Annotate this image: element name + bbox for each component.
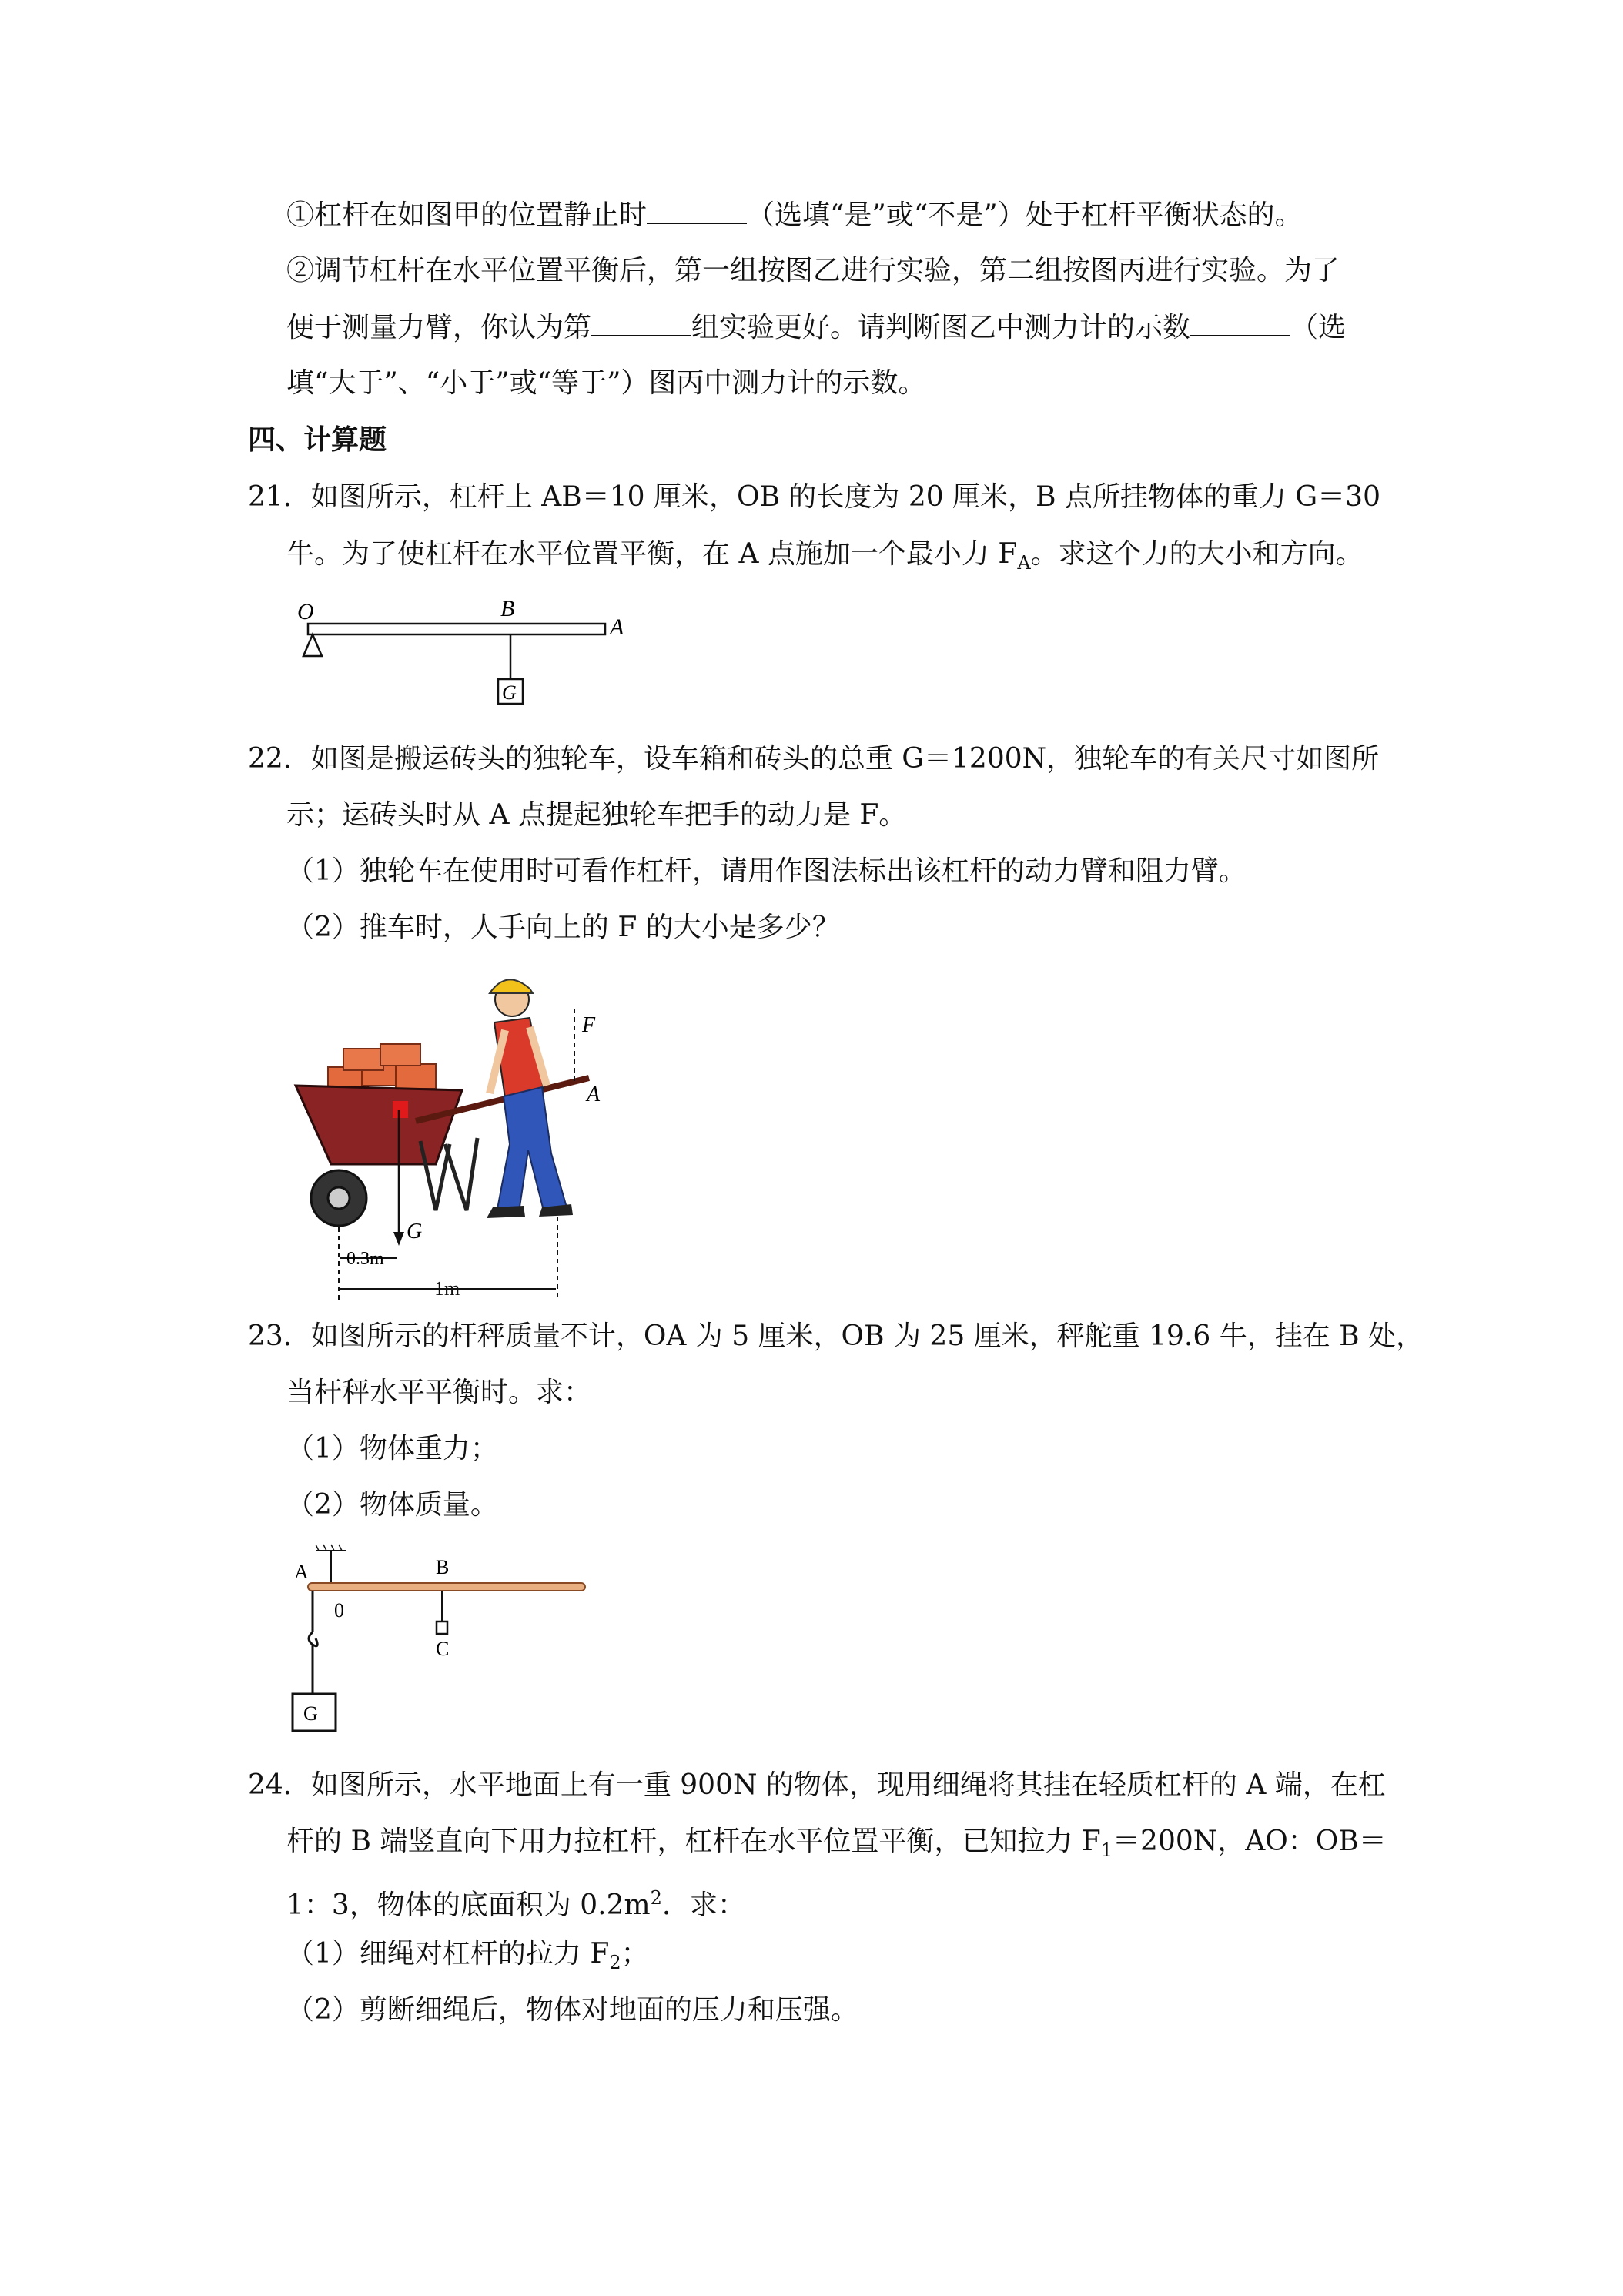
answer-blank[interactable] — [1190, 309, 1290, 336]
q24-line1: 24．如图所示，水平地面上有一重 900N 的物体，现用细绳将其挂在轻质杠杆的 A 端，在杠 — [248, 1769, 1386, 1801]
label-f: F — [582, 1013, 596, 1037]
label-o: O — [297, 599, 314, 624]
q24-line3: 1：3，物体的底面积为 $0.2m^2$．求： — [286, 1887, 745, 1921]
hook — [309, 1632, 317, 1646]
q24-sub1: （1）细绳对杠杆的拉力 $F_2$； — [286, 1938, 649, 1974]
section-heading: 四、计算题 — [248, 424, 387, 456]
dim-label-0-3m: 0.3m — [346, 1249, 384, 1269]
label-g: G — [303, 1702, 318, 1725]
q22-line1: 22．如图是搬运砖头的独轮车，设车箱和砖头的总重 G＝1200N，独轮车的有关尺寸如图所 — [248, 743, 1380, 775]
label-b: B — [500, 596, 515, 621]
wheel-hub — [328, 1187, 350, 1209]
answer-blank[interactable] — [591, 309, 691, 336]
q20-part2-line3: 填“大于”、“小于”或“等于”）图丙中测力计的示数。 — [286, 367, 926, 399]
q23-sub1: （1）物体重力； — [286, 1433, 498, 1464]
question-number: 22． — [248, 743, 311, 775]
label-g: G — [407, 1220, 423, 1243]
q23-line2: 当杆秤水平平衡时。求： — [286, 1377, 592, 1408]
q22-sub2: （2）推车时，人手向上的 F 的大小是多少？ — [286, 912, 840, 943]
hard-hat — [490, 979, 533, 993]
q23-line1: 23．如图所示的杆秤质量不计，OA 为 5 厘米，OB 为 25 厘米，秤舵重 19.6 牛，挂在 B 处， — [248, 1320, 1424, 1352]
steelyard-beam — [308, 1583, 585, 1591]
q20-part1: ①杠杆在如图甲的位置静止时 （选填“是”或“不是”）处于杠杆平衡状态的。 — [286, 196, 1303, 234]
counterweight — [437, 1622, 447, 1634]
q22-sub1: （1）独轮车在使用时可看作杠杆，请用作图法标出该杠杆的动力臂和阻力臂。 — [286, 855, 1247, 887]
label-c: C — [436, 1638, 450, 1660]
brick — [396, 1064, 436, 1089]
q21-line2: 牛。为了使杠杆在水平位置平衡，在 A 点施加一个最小力 $F_A$。求这个力的大小和方向。 — [286, 538, 1364, 574]
question-number: 21． — [248, 481, 311, 513]
q24-sub2: （2）剪断细绳后，物体对地面的压力和压强。 — [286, 1994, 858, 2026]
brick — [380, 1044, 420, 1066]
label-a: A — [587, 1083, 601, 1106]
label-a: A — [294, 1561, 309, 1583]
worker-jeans — [497, 1087, 567, 1212]
q22-wheelbarrow-figure — [285, 962, 608, 1301]
q23-steelyard-figure — [285, 1540, 593, 1748]
lever-bar — [308, 624, 605, 634]
label-o: 0 — [334, 1599, 344, 1622]
q24-line2: 杆的 B 端竖直向下用力拉杠杆，杠杆在水平位置平衡，已知拉力 $F_1=200N$，AO：OB＝ — [286, 1826, 1387, 1862]
q23-sub2: （2）物体质量。 — [286, 1489, 498, 1521]
question-number: 24． — [248, 1769, 311, 1801]
label-a: A — [610, 614, 624, 640]
q20-part2-line2: 便于测量力臂，你认为第 组实验更好。请判断图乙中测力计的示数 （选 — [286, 309, 1346, 346]
label-g: G — [502, 681, 517, 704]
dim-label-1m: 1m — [434, 1277, 460, 1300]
brick — [343, 1049, 383, 1070]
label-b: B — [436, 1556, 450, 1578]
answer-blank[interactable] — [647, 196, 747, 224]
q22-line2: 示；运砖头时从 A 点提起独轮车把手的动力是 F。 — [286, 799, 907, 831]
cart-tray — [296, 1086, 462, 1164]
gravity-arrowhead — [393, 1232, 404, 1246]
q21-lever-figure — [285, 585, 624, 724]
center-of-gravity-mark — [393, 1101, 408, 1118]
question-number: 23． — [248, 1320, 311, 1352]
q20-part2-line1: ②调节杠杆在水平位置平衡后，第一组按图乙进行实验，第二组按图丙进行实验。为了 — [286, 255, 1340, 286]
q21-line1: 21．如图所示，杠杆上 AB＝10 厘米，OB 的长度为 20 厘米，B 点所挂物体的重力 G＝30 — [248, 481, 1380, 513]
fulcrum-triangle — [303, 634, 322, 656]
worker-shoe — [487, 1206, 525, 1218]
